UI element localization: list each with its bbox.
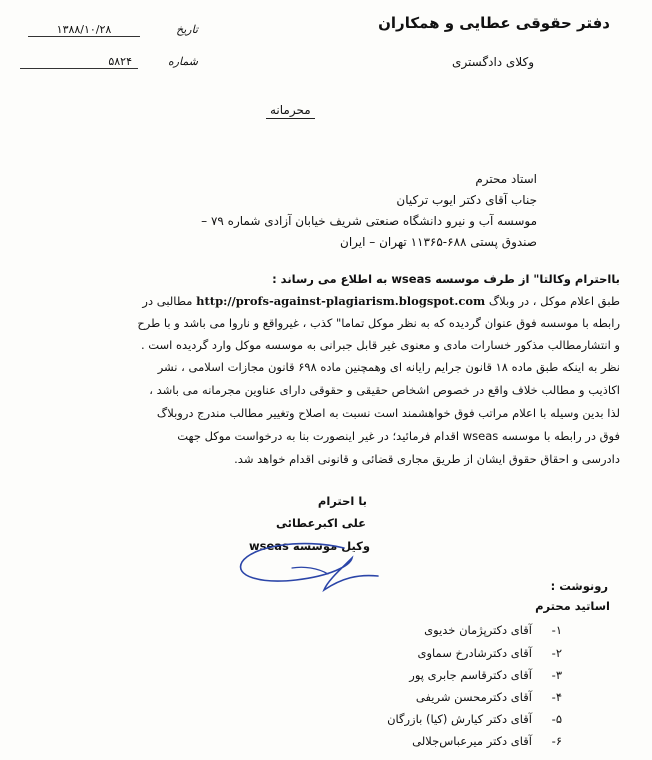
body-line-6: اکاذیب و مطالب خلاف واقع در خصوص اشخاص حقیقی و حقوقی دارای عناوین مجرمانه می باشد ، [149,383,620,397]
cc-item-number: ۱- [551,623,562,637]
addressee-line-1: استاد محترم [475,172,537,186]
cc-item [412,734,562,748]
cc-item [416,690,562,704]
confidential-label: محرمانه [266,103,315,119]
date-row [28,23,198,41]
body-line-4: و انتشارمطالب مذکور خسارات مادی و معنوی غیر قابل جبرانی به موسسه موکل وارد گردیده است . [140,338,620,352]
signature-title: وکیل موسسه wseas [249,539,370,553]
body-line-2-end: مطالبی در [142,294,193,308]
signature-stroke [241,544,378,590]
cc-item-number: ۵- [551,712,562,726]
body-line-2-start: طبق اعلام موکل ، در وبلاگ [488,294,620,308]
handwritten-signature [232,538,382,602]
number-value: ۵۸۲۴ [20,55,138,69]
signature-flourish [292,567,328,574]
cc-heading: رونوشت : [550,579,608,593]
cc-item-name: آقای دکترمحسن شریفی [415,690,532,704]
cc-item-name: آقای دکترشادرخ سماوی [417,646,532,660]
cc-item-number: ۳- [551,668,562,682]
firm-name: دفتر حقوقی عطایی و همکاران [378,14,610,32]
cc-item [417,646,562,660]
cc-item-name: آقای دکتر میرعباس‌جلالی [412,734,532,748]
signature-closing: با احترام [317,494,367,508]
cc-item-number: ۴- [551,690,562,704]
body-greeting: بااحترام وکالتا" از طرف موسسه wseas به اطلاع می رساند : [272,272,620,286]
date-value: ۱۳۸۸/۱۰/۲۸ [28,23,140,37]
cc-item-number: ۲- [551,646,562,660]
body-line-7: لذا بدین وسیله با اعلام مراتب فوق خواهشمند است نسبت به اصلاح وتغییر مطالب مندرج دروبلاگ [156,406,620,420]
blog-url: http://profs-against-plagiarism.blogspot.com [196,294,486,308]
body-line-2 [34,292,620,310]
cc-item-name: آقای دکترپژمان خدیوی [424,623,532,637]
number-row [20,55,198,73]
body-line-3: رابطه با موسسه فوق عنوان گردیده که به نظر موکل تماما" کذب ، غیرواقع و ناروا می باشد و با طرح [137,316,620,330]
addressee-line-4: صندوق پستی ۶۸۸-۱۱۳۶۵ تهران – ایران [340,235,537,249]
body-line-8: فوق در رابطه با موسسه wseas اقدام فرمائید؛ در غیر اینصورت بنا به درخواست موکل جهت [177,429,620,443]
number-label: شماره [167,55,198,68]
signature-name: علی اکبرعطائی [276,516,366,530]
addressee-line-3: موسسه آب و نیرو دانشگاه صنعتی شریف خیابان آزادی شماره ۷۹ – [201,214,537,228]
body-line-9: دادرسی و احقاق حقوق ایشان از طریق مجاری قضائی و قانونی اقدام خواهد شد. [234,452,620,466]
date-label: تاریخ [176,23,198,36]
addressee-line-2: جناب آقای دکتر ایوب ترکیان [396,193,537,207]
cc-item-number: ۶- [551,734,562,748]
cc-item-name: آقای دکتر کیارش (کیا) بازرگان [387,712,532,726]
cc-group-label: اساتید محترم [535,599,610,613]
cc-item-name: آقای دکترقاسم جابری پور [409,668,532,682]
cc-item [387,712,562,726]
body-line-5: نظر به اینکه طبق ماده ۱۸ قانون جرایم رایانه ای وهمچنین ماده ۶۹۸ قانون مجازات اسلامی ، نشر [157,360,620,374]
cc-item [409,668,562,682]
firm-subtitle: وکلای دادگستری [452,55,534,69]
cc-item [424,623,562,637]
